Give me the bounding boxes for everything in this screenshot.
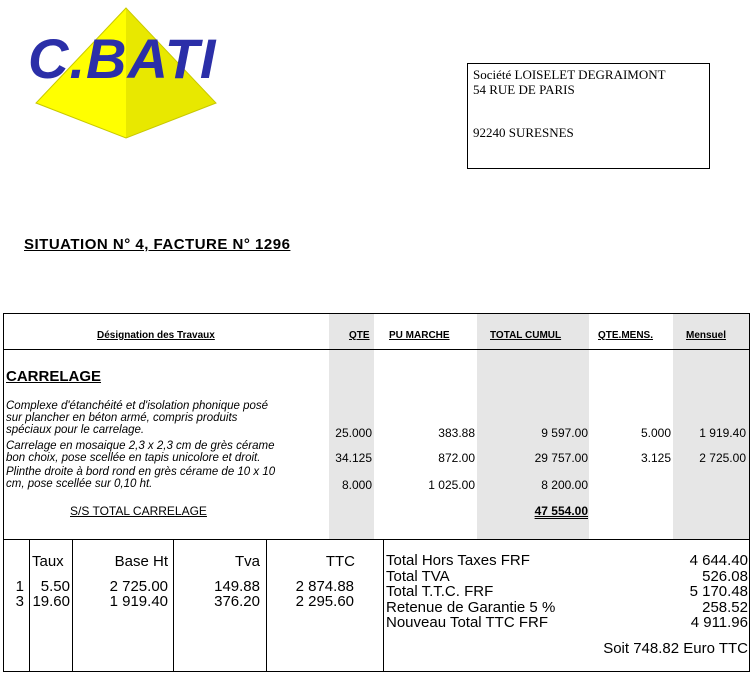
vat-header-base: Base Ht: [114, 553, 168, 570]
vat-header-taux: Taux: [32, 553, 64, 570]
total-label: Retenue de Garantie 5 %: [386, 598, 556, 616]
header-pu-marche: PU MARCHE: [389, 330, 450, 341]
vat-tva-value: 376.20: [214, 593, 260, 610]
total-line: [386, 569, 748, 585]
client-address-box: [467, 63, 710, 169]
total-label: Nouveau Total TTC FRF: [386, 614, 549, 631]
vat-base-value: 1 919.40: [109, 593, 168, 610]
totals-divider: [3, 539, 750, 540]
header-divider: [3, 349, 750, 350]
client-name: Société LOISELET DEGRAIMONT: [473, 67, 666, 82]
row-description-line: cm, pose scellée sur 0,10 ht.: [6, 478, 153, 490]
document-title: SITUATION N° 4, FACTURE N° 1296: [24, 236, 291, 253]
row-total: 8 200.00: [541, 478, 588, 492]
vat-col-divider: [173, 539, 174, 672]
row-pu: 383.88: [438, 426, 475, 440]
vat-tva: [176, 579, 260, 609]
vat-tva-value: 149.88: [214, 578, 260, 595]
total-line: [386, 553, 748, 569]
header-qte: QTE: [349, 330, 370, 341]
vat-ttc: [268, 579, 354, 609]
row-description-line: spéciaux pour le carrelage.: [6, 424, 145, 436]
client-city: 92240 SURESNES: [473, 125, 574, 140]
total-label: Total Hors Taxes FRF: [386, 552, 530, 569]
section-title: CARRELAGE: [6, 368, 102, 385]
row-qte: 8.000: [341, 478, 372, 492]
row-qte-mens: 3.125: [640, 451, 671, 465]
total-value: 526.08: [702, 567, 748, 585]
vat-taux-value: 5.50: [40, 578, 70, 595]
vat-code-3: 3: [15, 593, 24, 610]
table-row: [6, 466, 326, 490]
vat-base-value: 2 725.00: [109, 578, 168, 595]
vat-col-divider: [383, 539, 384, 672]
vat-code-1: 1: [15, 578, 24, 595]
header-designation: Désignation des Travaux: [97, 330, 215, 341]
vat-base: [74, 579, 168, 609]
row-qte: 25.000: [335, 426, 372, 440]
total-value: 258.52: [702, 598, 748, 616]
vat-col-divider: [266, 539, 267, 672]
row-pu: 872.00: [438, 451, 475, 465]
vat-ttc-value: 2 295.60: [295, 593, 354, 610]
total-value: 4 644.40: [689, 552, 748, 569]
vat-header-ttc: TTC: [325, 553, 355, 570]
row-pu: 1 025.00: [428, 478, 475, 492]
euro-total: Soit 748.82 Euro TTC: [603, 640, 748, 657]
row-description-line: Carrelage en mosaique 2,3 x 2,3 cm de grès cérame: [6, 440, 275, 452]
table-row: [6, 400, 326, 436]
row-total: 9 597.00: [541, 426, 588, 440]
total-label: Total T.T.C. FRF: [386, 583, 494, 600]
total-label: Total TVA: [386, 567, 450, 585]
vat-code: [6, 579, 24, 609]
row-mensuel: 2 725.00: [699, 451, 746, 465]
vat-ttc-value: 2 874.88: [295, 578, 354, 595]
total-value: 5 170.48: [689, 583, 748, 600]
table-row: [6, 440, 326, 464]
totals-block: [386, 553, 748, 631]
vat-header-tva: Tva: [234, 553, 260, 570]
header-mensuel: Mensuel: [686, 330, 727, 341]
header-total-cumul: TOTAL CUMUL: [490, 330, 562, 341]
total-value: 4 911.96: [690, 614, 748, 631]
client-street: 54 RUE DE PARIS: [473, 82, 575, 97]
row-description-line: Plinthe droite à bord rond en grès cérame de 10 x 10: [6, 466, 276, 478]
row-qte: 34.125: [335, 451, 372, 465]
total-line: [386, 600, 748, 616]
vat-taux: [30, 579, 70, 609]
row-mensuel: 1 919.40: [699, 426, 746, 440]
logo-text: C.BATI: [28, 27, 217, 90]
subtotal-label: S/S TOTAL CARRELAGE: [70, 504, 207, 518]
row-total: 29 757.00: [534, 451, 588, 465]
total-line: [386, 584, 748, 600]
row-description-line: sur plancher en béton armé, compris produits: [6, 412, 238, 424]
subtotal-value: 47 554.00: [534, 504, 588, 518]
row-description-line: Complexe d'étanchéité et d'isolation phonique posé: [6, 400, 269, 412]
header-qte-mens: QTE.MENS.: [598, 330, 654, 341]
vat-col-divider: [72, 539, 73, 672]
row-qte-mens: 5.000: [640, 426, 671, 440]
total-line: [386, 615, 748, 631]
vat-taux-value: 19.60: [32, 593, 70, 610]
row-description-line: bon choix, pose scellée en tapis unicolore et droit.: [6, 452, 261, 464]
